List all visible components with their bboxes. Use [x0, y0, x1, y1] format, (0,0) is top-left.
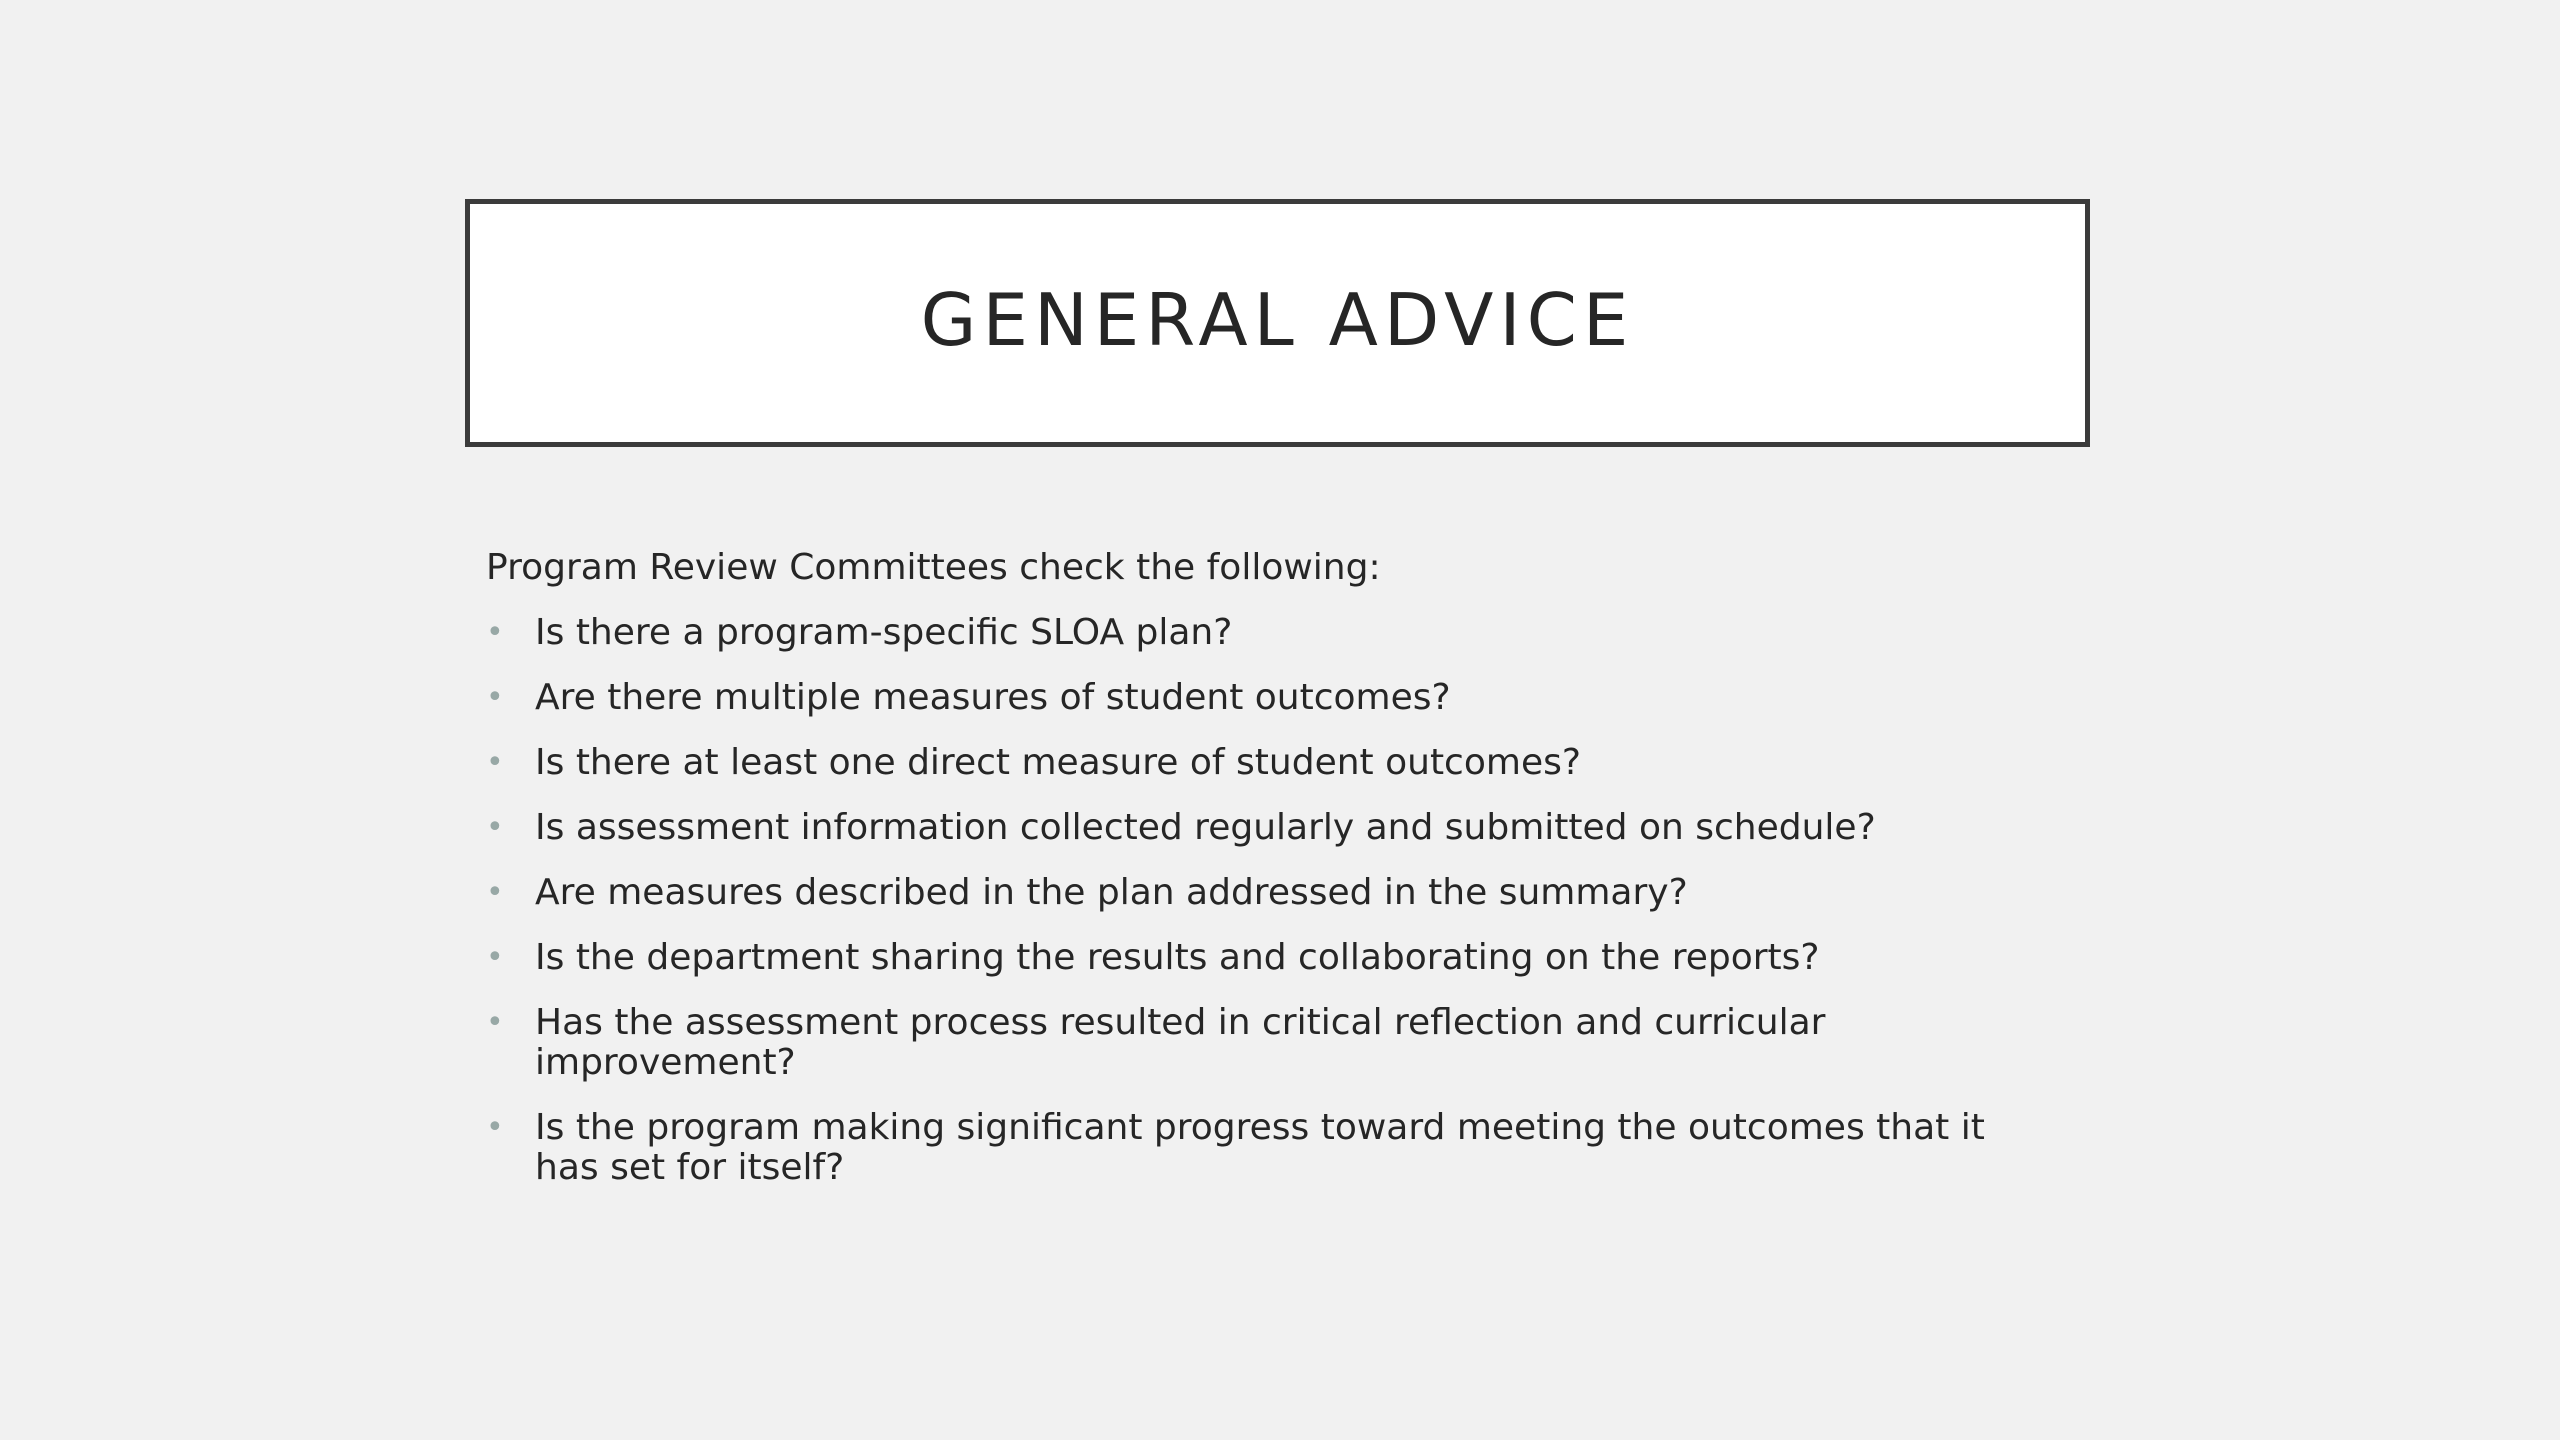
bullet-icon: • [486, 745, 504, 780]
bullet-item [486, 808, 2046, 848]
bullet-item [486, 678, 2046, 718]
bullet-icon: • [486, 1005, 504, 1040]
bullet-icon: • [486, 1110, 504, 1145]
bullet-icon: • [486, 615, 504, 650]
title-box [465, 199, 2090, 447]
slide-title: GENERAL ADVICE [920, 278, 1635, 362]
bullet-text: Is the department sharing the results and collaborating on the reports? [535, 937, 1820, 978]
bullet-text: Is the program making significant progress toward meeting the outcomes that it has set for itself? [535, 1107, 1985, 1188]
bullet-item [486, 873, 2046, 913]
slide-content [486, 548, 2046, 1213]
bullet-item [486, 1108, 2046, 1188]
bullet-list [486, 613, 2046, 1188]
bullet-item [486, 743, 2046, 783]
bullet-item [486, 1003, 2046, 1083]
bullet-text: Are there multiple measures of student outcomes? [535, 677, 1451, 718]
bullet-icon: • [486, 680, 504, 715]
bullet-item [486, 938, 2046, 978]
bullet-text: Is there a program-specific SLOA plan? [535, 612, 1233, 653]
bullet-text: Has the assessment process resulted in critical reflection and curricular improvement? [535, 1002, 1826, 1083]
bullet-item [486, 613, 2046, 653]
bullet-text: Are measures described in the plan addressed in the summary? [535, 872, 1688, 913]
bullet-text: Is assessment information collected regularly and submitted on schedule? [535, 807, 1876, 848]
bullet-text: Is there at least one direct measure of student outcomes? [535, 742, 1581, 783]
bullet-icon: • [486, 940, 504, 975]
bullet-icon: • [486, 810, 504, 845]
bullet-icon: • [486, 875, 504, 910]
intro-text: Program Review Committees check the following: [486, 547, 1381, 588]
